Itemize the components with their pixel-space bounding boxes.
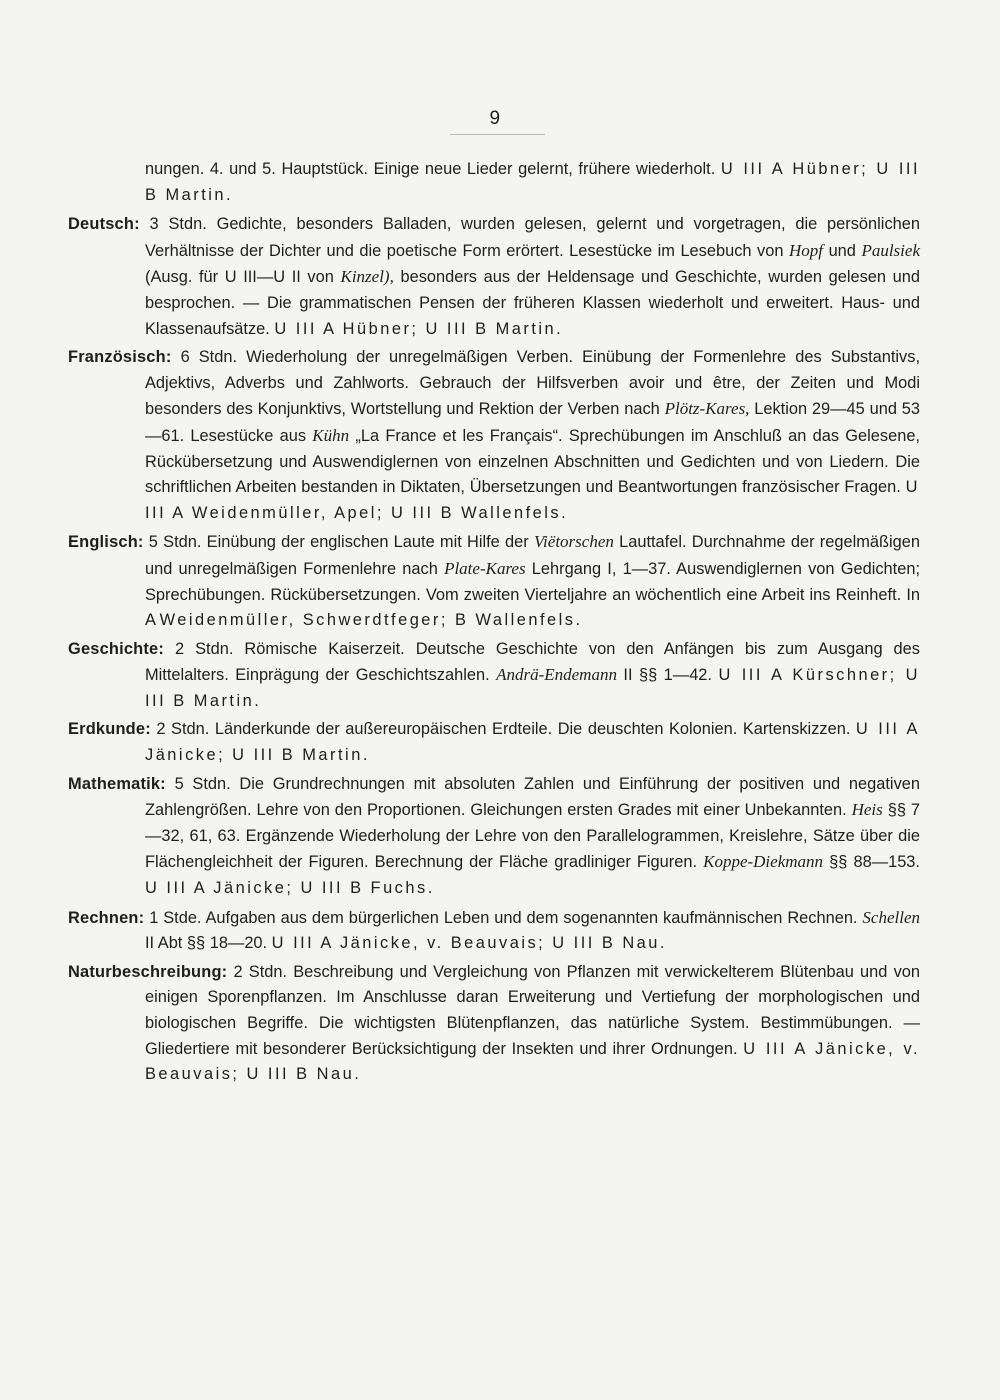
paragraph-text: Lehrgang I, 1—37. Auswendiglernen von Gedichten; Sprechübungen. Rückübersetzungen. Vom zweiten Vierteljahre an wöchentlich eine Arbeit ins Reinheft. In A: [145, 559, 920, 630]
paragraph-text: §§ 7—32, 61, 63. Ergänzende Wiederholung der Lehre von den Parallelogrammen, Kreislehre, Sätze über die Flächengleichheit der Figuren. Berechnung der Fläche gradliniger Figuren.: [145, 801, 920, 872]
page-number: 9: [489, 108, 501, 129]
subject-heading: Erdkunde:: [68, 720, 151, 739]
textbook-reference: Plate-Kares: [444, 558, 526, 578]
teacher-assignment: U III A Jänicke; U III B Martin.: [145, 720, 920, 765]
subject-heading: Mathematik:: [68, 774, 166, 793]
teacher-assignment: U III A Hübner; U III B Martin.: [145, 160, 921, 204]
textbook-reference: Kühn: [312, 425, 350, 445]
paragraph-text: und: [823, 241, 862, 260]
subject-paragraph: [68, 905, 920, 957]
paragraph-text: „La France et les Français“. Sprechübungen im Anschluß an das Gelesene, Rückübersetzung und Auswendiglernen von einzelnen Abschnitten und Gedichten und von Liedern. Die schriftlichen Arbeiten bestanden in Diktaten, Übersetzungen und Beantwortungen französischer Fragen.: [145, 426, 920, 497]
subject-paragraph: [68, 637, 920, 715]
textbook-reference: Koppe-Diekmann: [703, 852, 824, 872]
subject-paragraph: [68, 529, 920, 633]
textbook-reference: Kinzel),: [340, 267, 394, 287]
subject-paragraph: [68, 212, 920, 342]
subject-paragraph: [68, 772, 920, 902]
subject-heading: Naturbeschreibung:: [68, 962, 228, 981]
teacher-assignment: U III A Hübner; U III B Martin.: [274, 319, 564, 338]
textbook-reference: Hopf: [789, 240, 824, 260]
teacher-assignment: U III A Jänicke; U III B Fuchs.: [145, 879, 435, 898]
subject-heading: Deutsch:: [68, 215, 140, 234]
paragraph-text: nungen. 4. und 5. Hauptstück. Einige neue Lieder gelernt, frühere wiederholt.: [145, 160, 721, 178]
paragraph-text: 2 Stdn. Beschreibung und Vergleichung von Pflanzen mit verwickelterem Blütenbau und von einigen Sporenpflanzen. Im Anschlusse daran Erweiterung und Vertiefung der morphologischen und biologischen Begriffe. Die wichtigsten Blütenpflanzen, das natürliche System. Bestimmübungen. — Gliedertiere mit besonderer Berücksichtigung der Insekten und ihrer Ordnungen.: [145, 962, 920, 1058]
teacher-assignment: U III A Jänicke, v. Beauvais; U III B Nau.: [145, 1039, 920, 1084]
teacher-assignment: Weidenmüller, Schwerdtfeger; B Wallenfels.: [159, 611, 583, 630]
textbook-reference: Plötz-Kares,: [664, 399, 750, 419]
subject-heading: Rechnen:: [68, 908, 145, 927]
textbook-reference: Paulsiek: [861, 240, 920, 260]
paragraph-text: Lauttafel. Durchnahme der regelmäßigen und unregelmäßigen Formenlehre nach: [145, 533, 920, 578]
subject-paragraph: [68, 717, 920, 768]
paragraph-text: besonders aus der Heldensage und Geschichte, wurden gelesen und besprochen. — Die grammatischen Pensen der früheren Klassen wiederholt und erweitert. Haus- und Klassenaufsätze.: [145, 268, 920, 338]
subject-paragraph: [68, 960, 920, 1088]
paragraph-text: Lektion 29—45 und 53—61. Lesestücke aus: [145, 400, 920, 445]
paragraph-text: §§ 88—153.: [823, 853, 920, 872]
textbook-reference: Schellen: [862, 907, 920, 927]
textbook-reference: Heis: [851, 800, 883, 820]
subject-paragraph: [68, 157, 920, 208]
subject-heading: Geschichte:: [68, 639, 165, 658]
paragraph-text: II Abt §§ 18—20.: [145, 934, 272, 953]
paragraph-text: 1 Stde. Aufgaben aus dem bürgerlichen Leben und dem sogenannten kaufmännischen Rechnen.: [144, 908, 863, 927]
textbook-reference: Viëtorschen: [533, 532, 614, 552]
teacher-assignment: U III A Weidenmüller, Apel; U III B Wallenfels.: [145, 478, 920, 522]
teacher-assignment: U III A Jänicke, v. Beauvais; U III B Nau.: [271, 934, 667, 953]
paragraph-text: 6 Stdn. Wiederholung der unregelmäßigen Verben. Einübung der Formenlehre des Substantivs, Adjektivs, Adverbs und Zahlworts. Gebrauch der Hilfsverben avoir und être, der Zeiten und Modi besonders des Konjunktivs, Wortstellung und Rektion der Verben nach: [145, 348, 920, 419]
paragraph-text: (Ausg. für U III—U II von: [145, 268, 341, 287]
subject-heading: Französisch:: [68, 348, 172, 367]
header-rule: [450, 134, 545, 135]
teacher-assignment: U III A Kürschner; U III B Martin.: [145, 666, 920, 710]
paragraph-text: 5 Stdn. Die Grundrechnungen mit absoluten Zahlen und Einführung der positiven und negativen Zahlengrößen. Lehre von den Proportionen. Gleichungen ersten Grades mit einer Unbekannten.: [145, 774, 920, 820]
textbook-reference: Andrä-Endemann: [496, 665, 617, 685]
paragraph-text: II §§ 1—42.: [616, 666, 719, 685]
subject-paragraph: [68, 345, 920, 526]
paragraph-text: 5 Stdn. Einübung der englischen Laute mit Hilfe der: [143, 533, 534, 552]
paragraph-text: 2 Stdn. Länderkunde der außereuropäischen Erdteile. Die deuschten Kolonien. Kartenskizzen.: [150, 720, 856, 739]
paragraph-text: 2 Stdn. Römische Kaiserzeit. Deutsche Geschichte von den Anfängen bis zum Ausgang des Mittelalters. Einprägung der Geschichtszahlen.: [145, 639, 920, 685]
page-body: [68, 157, 920, 1091]
subject-heading: Englisch:: [68, 533, 144, 552]
paragraph-text: 3 Stdn. Gedichte, besonders Balladen, wurden gelesen, gelernt und vorgetragen, die persönlichen Verhältnisse der Dichter und die poetische Form erörtert. Lesestücke im Lesebuch von: [139, 215, 920, 260]
